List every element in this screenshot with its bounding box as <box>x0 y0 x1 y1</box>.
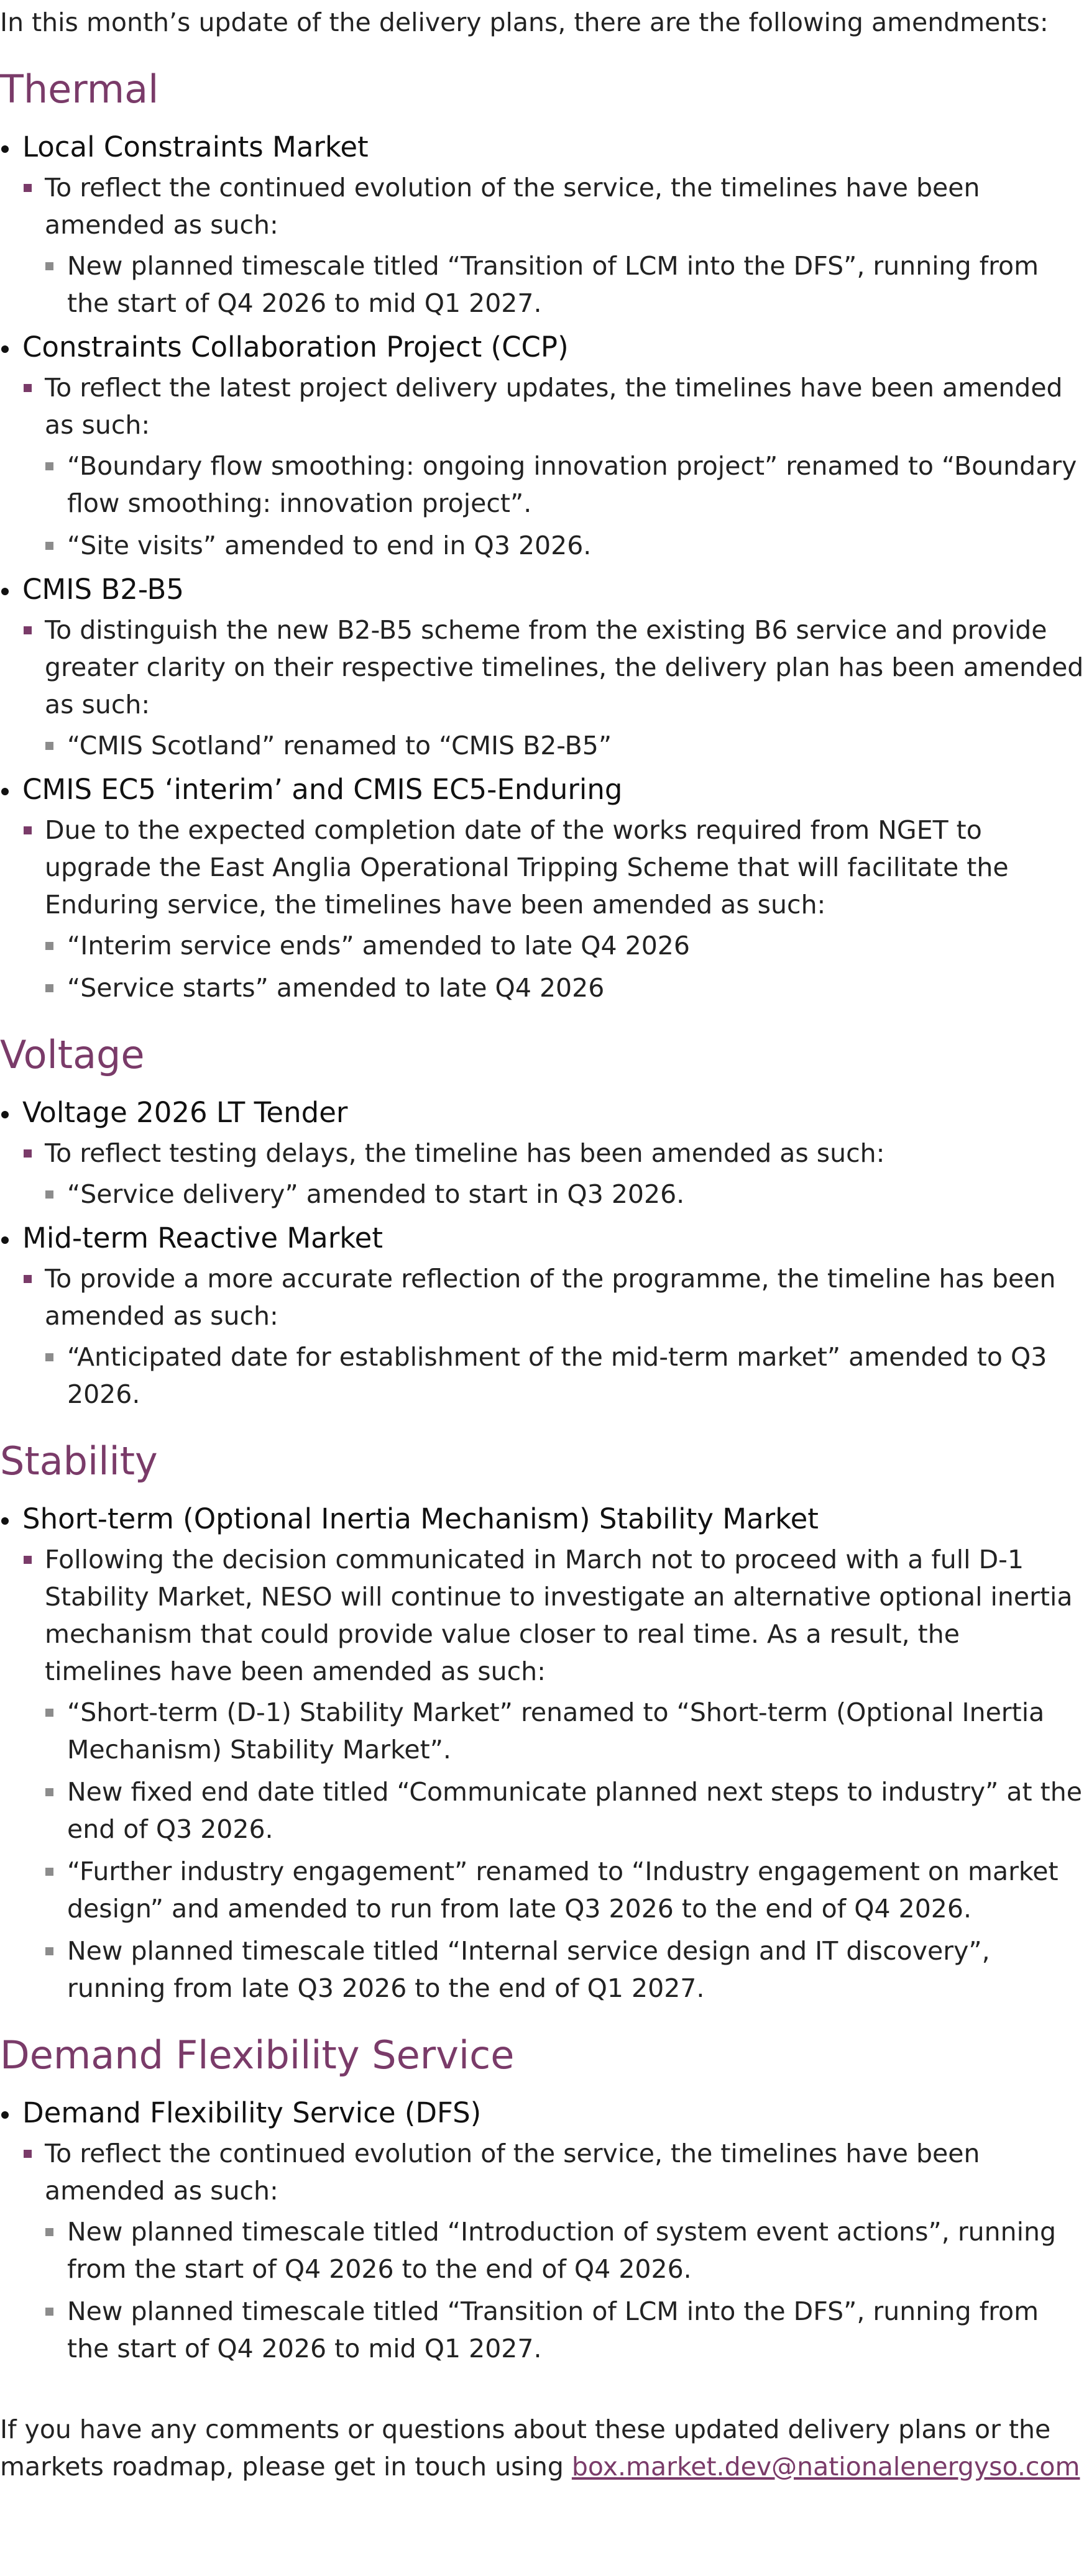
item-title: Mid-term Reactive Market <box>0 1218 1084 1259</box>
section-heading: Thermal <box>0 66 159 112</box>
item-title: Local Constraints Market <box>0 127 1084 168</box>
change-entry: New planned timescale titled “Internal service design and IT discovery”, running from late Q3 2026 to the end of Q1 2027. <box>0 1932 1084 2007</box>
contact-email-link[interactable]: box.market.dev@nationalenergyso.com <box>571 2452 1080 2482</box>
change-entry: “Anticipated date for establishment of the mid-term market” amended to Q3 2026. <box>0 1338 1084 1413</box>
item-note: Following the decision communicated in March not to proceed with a full D-1 Stability Market, NESO will continue to investigate an alternative optional inertia mechanism that could provide value closer to real time. As a result, the timelines have been amended as such: <box>0 1541 1084 1690</box>
item-note: To reflect the latest project delivery updates, the timelines have been amended as such: <box>0 369 1084 444</box>
item-note: To provide a more accurate reflection of the programme, the timeline has been amended as such: <box>0 1260 1084 1335</box>
amendment-item <box>0 327 1084 564</box>
change-entry: “Service delivery” amended to start in Q3 2026. <box>0 1176 1084 1213</box>
amendment-item <box>0 1499 1084 2007</box>
item-note: To distinguish the new B2-B5 scheme from the existing B6 service and provide greater clarity on their respective timelines, the delivery plan has been amended as such: <box>0 611 1084 723</box>
change-entry: New planned timescale titled “Transition of LCM into the DFS”, running from the start of Q4 2026 to mid Q1 2027. <box>0 2293 1084 2367</box>
change-entry: “Service starts” amended to late Q4 2026 <box>0 969 1084 1007</box>
item-title: Demand Flexibility Service (DFS) <box>0 2093 1084 2134</box>
change-entry: “Short-term (D-1) Stability Market” renamed to “Short-term (Optional Inertia Mechanism) Stability Market”. <box>0 1694 1084 1768</box>
item-note: To reflect testing delays, the timeline has been amended as such: <box>0 1135 1084 1172</box>
change-entry: New planned timescale titled “Introduction of system event actions”, running from the start of Q4 2026 to the end of Q4 2026. <box>0 2213 1084 2288</box>
change-entry: “CMIS Scotland” renamed to “CMIS B2-B5” <box>0 727 1084 764</box>
change-entry: New planned timescale titled “Transition of LCM into the DFS”, running from the start of Q4 2026 to mid Q1 2027. <box>0 247 1084 322</box>
section-heading: Stability <box>0 1438 158 1484</box>
section-heading: Voltage <box>0 1032 145 1077</box>
item-title: CMIS B2-B5 <box>0 569 1084 610</box>
section-heading: Demand Flexibility Service <box>0 2032 515 2078</box>
change-entry: “Further industry engagement” renamed to “Industry engagement on market design” and amended to run from late Q3 2026 to the end of Q4 2026. <box>0 1853 1084 1927</box>
amendment-item <box>0 769 1084 1007</box>
amendment-item <box>0 2093 1084 2367</box>
change-entry: “Site visits” amended to end in Q3 2026. <box>0 527 1084 564</box>
item-title: Short-term (Optional Inertia Mechanism) Stability Market <box>0 1499 1084 1540</box>
amendment-item <box>0 569 1084 764</box>
footer-text <box>0 2411 1084 2485</box>
intro-text: In this month’s update of the delivery plans, there are the following amendments: <box>0 7 1049 37</box>
change-entry: “Interim service ends” amended to late Q4 2026 <box>0 927 1084 964</box>
item-note: Due to the expected completion date of the works required from NGET to upgrade the East Anglia Operational Tripping Scheme that will facilitate the Enduring service, the timelines have been amended as such: <box>0 811 1084 923</box>
item-title: Voltage 2026 LT Tender <box>0 1092 1084 1133</box>
amendment-item <box>0 1218 1084 1413</box>
change-entry: “Boundary flow smoothing: ongoing innovation project” renamed to “Boundary flow smoothing: innovation project”. <box>0 447 1084 522</box>
item-note: To reflect the continued evolution of the service, the timelines have been amended as such: <box>0 169 1084 244</box>
item-title: CMIS EC5 ‘interim’ and CMIS EC5-Enduring <box>0 769 1084 810</box>
amendment-item <box>0 1092 1084 1213</box>
document-page <box>0 4 1084 2485</box>
change-entry: New fixed end date titled “Communicate planned next steps to industry” at the end of Q3 2026. <box>0 1773 1084 1848</box>
sections-container <box>0 65 1084 2367</box>
item-note: To reflect the continued evolution of the service, the timelines have been amended as such: <box>0 2135 1084 2209</box>
footer-message: If you have any comments or questions about these updated delivery plans or the markets roadmap, please get in touch using <box>0 2414 1051 2482</box>
amendment-item <box>0 127 1084 322</box>
item-title: Constraints Collaboration Project (CCP) <box>0 327 1084 368</box>
